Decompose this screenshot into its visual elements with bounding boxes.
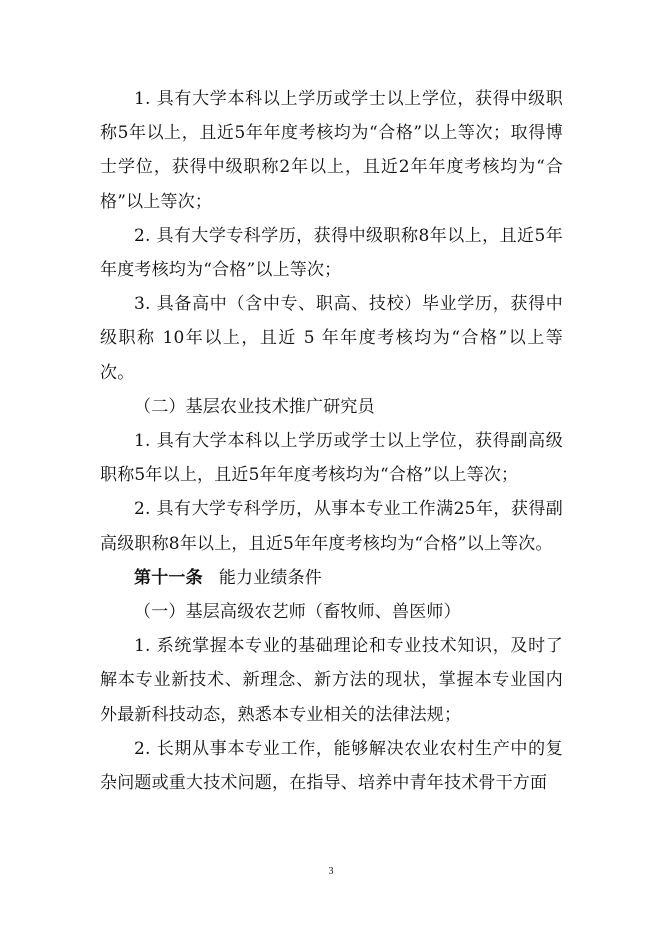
paragraph-highschool-intermediate-title: 3. 具备高中（含中专、职高、技校）毕业学历，获得中级职称 10年以上，且近 5 年年度考核均为“合格”以上等次。: [100, 294, 563, 383]
article-number: 第十一条: [134, 567, 203, 588]
paragraph-work-experience-requirement: 2. 长期从事本专业工作，能够解决农业农村生产中的复杂问题或重大技术问题，在指导、培养中青年技术骨干方面: [100, 738, 563, 794]
paragraph-college-associate-senior: 2. 具有大学专科学历，从事本专业工作满25年，获得副高级职称8年以上，且近5年年度考核均为“合格”以上等次。: [100, 499, 563, 554]
article-heading: [100, 561, 563, 595]
subsection-heading-senior-agronomist: （一）基层高级农艺师（畜牧师、兽医师）: [134, 602, 461, 623]
document-body: [100, 82, 563, 800]
page-number: 3: [328, 866, 334, 877]
paragraph-knowledge-requirement: 1. 系统掌握本专业的基础理论和专业技术知识，及时了解本专业新技术、新理念、新方法的现状，掌握本专业国内外最新科技动态，熟悉本专业相关的法律法规；: [100, 636, 563, 725]
paragraph-bachelor-intermediate-title: 1. 具有大学本科以上学历或学士以上学位，获得中级职称5年以上，且近5年年度考核均为“合格”以上等次；取得博士学位，获得中级职称2年以上，且近2年年度考核均为“合格”以上等次；: [100, 89, 563, 212]
paragraph-bachelor-associate-senior: 1. 具有大学本科以上学历或学士以上学位，获得副高级职称5年以上，且近5年年度考核均为“合格”以上等次；: [100, 431, 563, 486]
paragraph-college-intermediate-title: 2. 具有大学专科学历，获得中级职称8年以上，且近5年年度考核均为“合格”以上等次；: [100, 225, 563, 281]
subsection-heading-researcher: （二）基层农业技术推广研究员: [134, 396, 375, 417]
article-title: 能力业绩条件: [218, 567, 323, 588]
